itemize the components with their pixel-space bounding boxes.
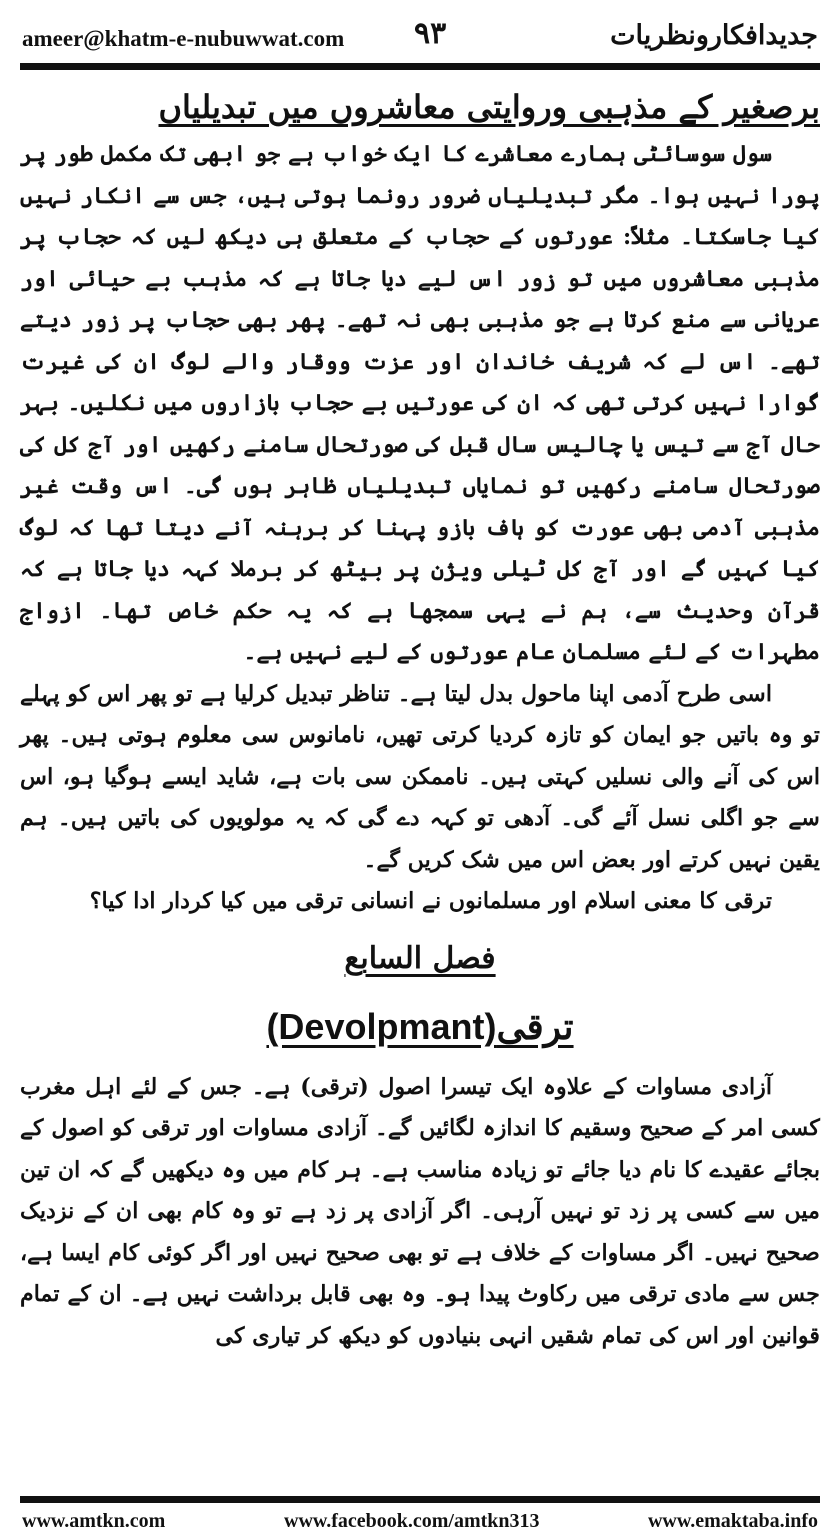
page-header — [22, 12, 818, 60]
footer-link-facebook[interactable]: www.facebook.com/amtkn313 — [284, 1510, 540, 1532]
chapter-heading: برصغیر کے مذہبی وروایتی معاشروں میں تبدیلیاں — [158, 88, 820, 126]
paragraph: سول سوسائٹی ہمارے معاشرے کا ایک خواب ہے جو ابھی تک مکمل طور پر پورا نہیں ہوا۔ مگر تبدیلیاں ضرور رونما ہوتی ہیں، جس سے انکار نہیں کیا جاسکتا۔ مثلاً: عورتوں کے حجاب کے متعلق ہی دیکھ لیں کہ حجاب پر مذہبی معاشروں میں تو زور اس لیے دیا جاتا ہے کہ مذہب بے حیائی اور عریانی سے منع کرتا ہے جو مذہبی بھی نہ تھے۔ پھر بھی حجاب پر زور دیتے تھے۔ اس لے کہ شریف خاندان اور عزت ووقار والے لوگ ان کی غیرت گوارا نہیں کرتی تھی کہ ان کی عورتیں بے حجاب بازاروں میں نکلیں۔ بہر حال آج سے تیس یا چالیس سال قبل کی صورتحال سامنے رکھیں اور آج کل کی صورتحال سامنے رکھیں تو نمایاں تبدیلیاں ظاہر ہوں گی۔ اس وقت غیر مذہبی آدمی بھی عورت کو ہاف بازو پہنا کر برہنہ آنے دیتا تھا کہ لوگ کیا کہیں گے اور آج کل ٹیلی ویژن پر بیٹھ کر برملا کہہ دیا جاتا ہے کہ قرآن وحدیث سے، ہم نے یہی سمجھا ہے کہ یہ حکم خاص تھا۔ ازواج مطہرات کے لئے مسلمان عام عورتوں کے لیے نہیں ہے۔ — [20, 141, 820, 665]
section-label: فصل السابع — [344, 940, 496, 976]
paragraph: اسی طرح آدمی اپنا ماحول بدل لیتا ہے۔ تناظر تبدیل کرلیا ہے تو پھر اس کو پہلے تو وہ باتیں جو ایمان کو تازہ کردیا کرتی تھیں، نامانوس سی معلوم ہوتی ہیں۔ پھر اس کی آنے والی نسلیں کہتی ہیں۔ ناممکن سی بات ہے، شاید ایسے ہوگیا ہو، اس سے جو اگلی نسل آئے گی۔ آدھی تو کہہ دے گی کہ یہ مولویوں کی باتیں ہیں۔ ہم یقین نہیں کرتے اور بعض اس میں شک کریں گے۔ — [20, 680, 820, 873]
paragraph: آزادی مساوات کے علاوہ ایک تیسرا اصول (ترقی) ہے۔ جس کے لئے اہل مغرب کسی امر کے صحیح وسقیم کا اندازہ لگائیں گے۔ آزادی مساوات اور ترقی کو اصول کے بجائے عقیدے کا نام دیا جائے تو زیادہ مناسب ہے۔ ہر کام میں وہ دیکھیں گے کہ ان تین میں سے کسی پر زد تو نہیں آرہی۔ اگر آزادی پر زد ہے تو وہ کام بھی ان کے نزدیک صحیح نہیں۔ اگر مساوات کے خلاف ہے تو بھی صحیح نہیں اور اگر کوئی کام ایسا ہے، جس سے مادی ترقی میں رکاوٹ پیدا ہو۔ وہ بھی قابل برداشت نہیں ہے۔ ان کے تمام قوانین اور اس کی تمام شقیں انہی بنیادوں کو دیکھ کر تیاری کی — [20, 1073, 820, 1349]
section-title-urdu: ترقی — [496, 1005, 574, 1048]
book-title: جدیدافکارونظریات — [610, 20, 818, 51]
page-body — [20, 84, 820, 1357]
header-email: ameer@khatm-e-nubuwwat.com — [22, 26, 345, 51]
footer-rule — [20, 1496, 820, 1503]
header-rule — [20, 63, 820, 70]
page-number: ۹۳ — [414, 16, 447, 51]
section-title-english: (Devolpmant) — [266, 1005, 497, 1047]
footer-link-website[interactable]: www.amtkn.com — [22, 1510, 166, 1532]
footer-link-emaktaba[interactable]: www.emaktaba.info — [647, 1510, 818, 1532]
section-title — [20, 993, 820, 1061]
paragraph: ترقی کا معنی اسلام اور مسلمانوں نے انسانی ترقی میں کیا کردار ادا کیا؟ — [89, 888, 772, 914]
